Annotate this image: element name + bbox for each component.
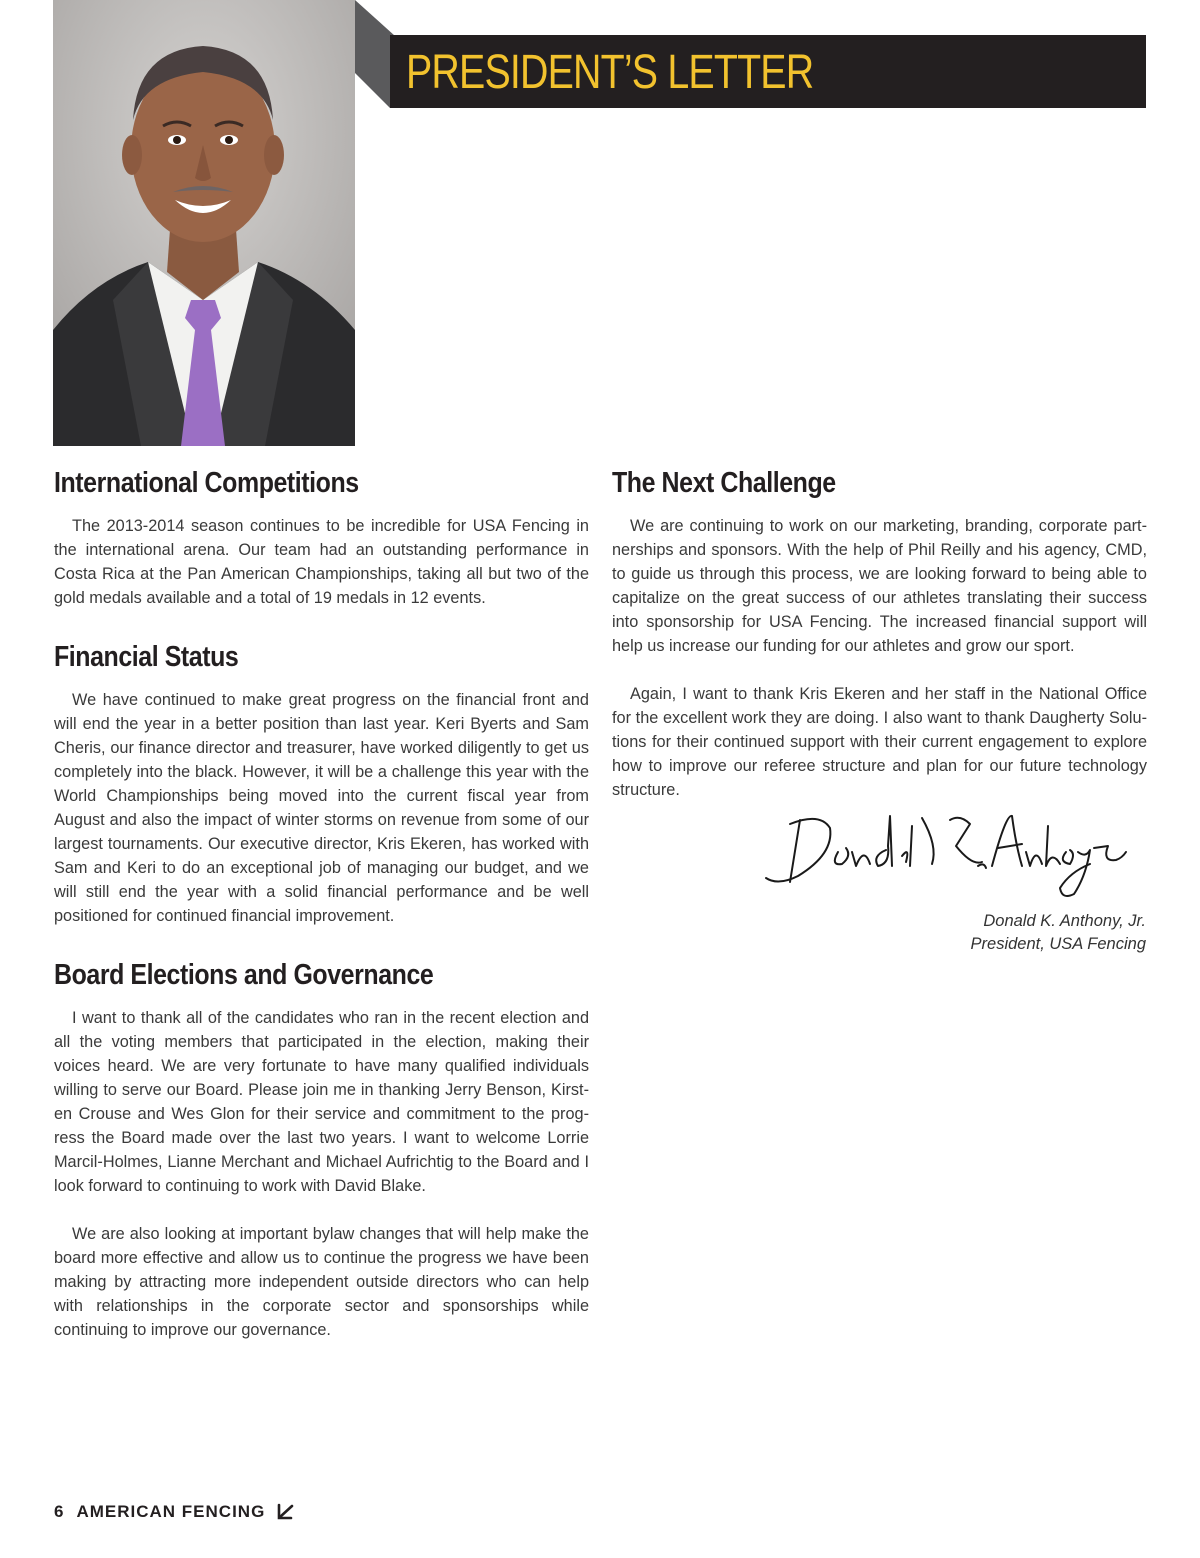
fencing-logo-icon [275,1503,295,1521]
section-heading: Board Elections and Governance [54,959,434,991]
paragraph: We have continued to make great progress on the financial front and will end the year in a better position than last year. Keri Byerts and Sam Cheris, our finance director and treasurer, have worked diligently to get us completely into the black. However, it will be a challenge this year with the World Championships being moved into the current fiscal year from August and also the impact of winter storms on revenue from some of our largest tournaments. Our executive director, Kris Ekeren, has worked with Sam and Keri to do an exceptional job of managing our budget, and we will still end the year with a solid financial performance and be well positioned for continued financial improvement. [54,691,589,925]
section-international-competitions [54,466,589,610]
signer-name: Donald K. Anthony, Jr. [983,912,1146,930]
paragraph: The 2013-2014 season continues to be incredible for USA Fencing in the international arena. Our team had an outstanding performance in Costa Rica at the Pan American Championships, taking all but two of the gold medals available and a total of 19 medals in 12 events. [54,517,589,607]
section-financial-status [54,640,589,928]
handwritten-signature [760,806,1130,902]
banner-fold-shape [355,0,395,108]
paragraph: Again, I want to thank Kris Ekeren and her staff in the National Office for the excellent work they are doing. I also want to thank Daugherty Solu-tions for their continued support with their current engagement to explore how to improve our referee structure and plan for our future technology structure. [612,685,1147,799]
page-title: PRESIDENT’S LETTER [406,46,814,99]
page-footer [54,1502,295,1522]
section-next-challenge [612,466,1147,802]
left-column [54,466,589,1342]
portrait-photo [53,0,355,446]
section-heading: International Competitions [54,467,359,499]
paragraph: We are continuing to work on our marketing, branding, corporate part-nerships and sponsors. With the help of Phil Reilly and his agency, CMD, to guide us through this process, we are looking forward to being able to capitalize on the great success of our athletes translating their success into sponsorship for USA Fencing. The increased financial support will help us increase our funding for our athletes and grow our sport. [612,517,1147,655]
section-board-elections [54,958,589,1342]
title-banner [390,35,1146,108]
paragraph: I want to thank all of the candidates who ran in the recent election and all the voting members that participated in the election, making their voices heard. We are very fortunate to have many qualified individuals willing to serve our Board. Please join me in thanking Jerry Benson, Kirst-en Crouse and Wes Glon for their service and commitment to the prog-ress the Board made over the last two years. I want to welcome Lorrie Marcil-Holmes, Lianne Merchant and Michael Aufrichtig to the Board and I look forward to continuing to work with David Blake. [54,1009,589,1195]
right-column [612,466,1147,802]
signer-title: President, USA Fencing [970,935,1146,953]
paragraph: We are also looking at important bylaw changes that will help make the board more effective and allow us to continue the progress we have been making by attracting more independent outside directors who can help with relationships in the corporate sector and sponsorships while continuing to improve our governance. [54,1225,589,1339]
publication-name: AMERICAN FENCING [76,1502,266,1521]
section-heading: The Next Challenge [612,467,836,499]
page-number: 6 [54,1502,65,1521]
section-heading: Financial Status [54,641,239,673]
portrait-illustration [53,0,355,446]
signature-block [971,910,1146,956]
